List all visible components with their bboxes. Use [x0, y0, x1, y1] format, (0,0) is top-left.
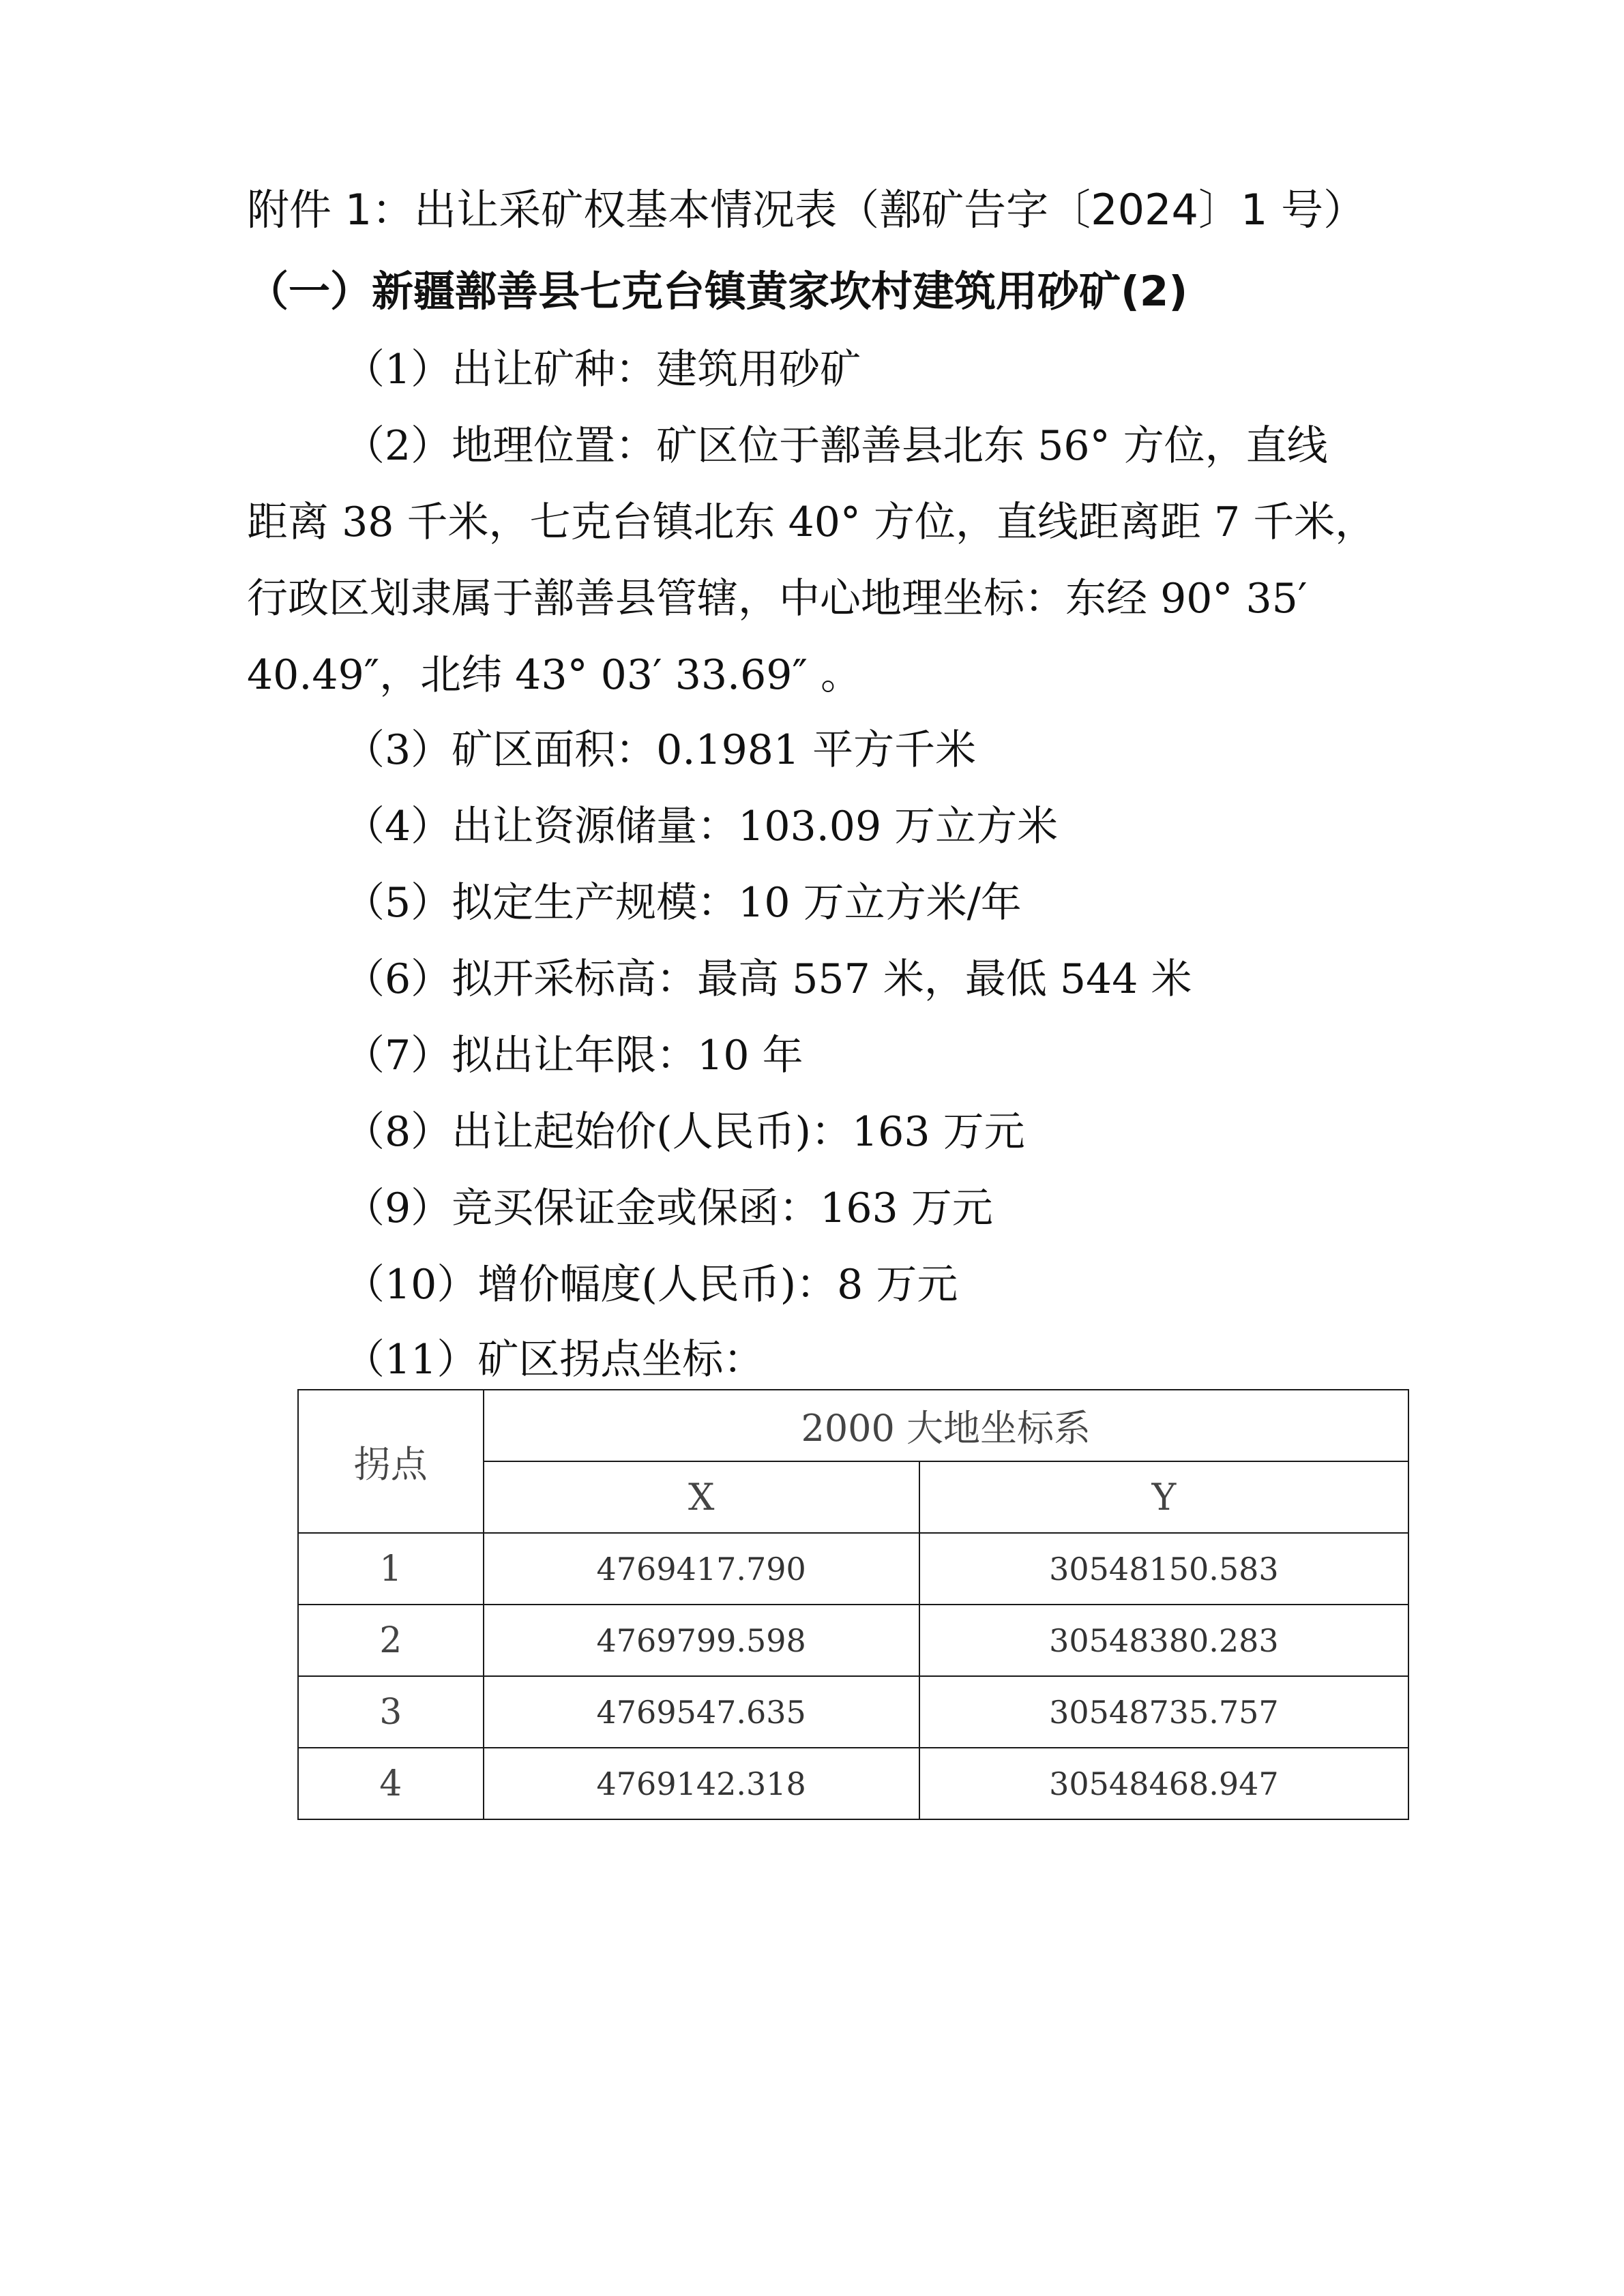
- table-row: [298, 1533, 1408, 1605]
- point-y: 30548150.583: [919, 1533, 1408, 1605]
- item-location-line-4: 40.49″，北纬 43° 03′ 33.69″ 。: [247, 651, 861, 699]
- table-header-row: [298, 1390, 1408, 1461]
- point-x: 4769799.598: [484, 1605, 919, 1676]
- item-location-line-1: （2）地理位置：矿区位于鄯善县北东 56° 方位，直线: [344, 422, 1328, 470]
- item-area: （3）矿区面积：0.1981 平方千米: [344, 726, 977, 774]
- corner-coordinates-table: [297, 1389, 1409, 1820]
- section-title: （一）新疆鄯善县七克台镇黄家坎村建筑用砂矿(2): [247, 267, 1188, 316]
- table-row: [298, 1605, 1408, 1676]
- item-location-line-3: 行政区划隶属于鄯善县管辖，中心地理坐标：东经 90° 35′: [247, 575, 1308, 623]
- header-coordinate-system: 2000 大地坐标系: [484, 1390, 1408, 1461]
- item-increment: （10）增价幅度(人民币)：8 万元: [344, 1261, 958, 1309]
- item-deposit: （9）竞买保证金或保函：163 万元: [344, 1184, 993, 1232]
- item-term: （7）拟出让年限：10 年: [344, 1032, 803, 1079]
- item-corner-heading: （11）矿区拐点坐标：: [344, 1336, 765, 1384]
- point-id: 3: [298, 1676, 484, 1748]
- point-x: 4769417.790: [484, 1533, 919, 1605]
- point-x: 4769547.635: [484, 1676, 919, 1748]
- point-y: 30548380.283: [919, 1605, 1408, 1676]
- item-start-price: （8）出让起始价(人民币)：163 万元: [344, 1108, 1025, 1156]
- attachment-heading: 附件 1：出让采矿权基本情况表（鄯矿告字〔2024〕1 号）: [247, 185, 1366, 235]
- item-location-line-2: 距离 38 千米，七克台镇北东 40° 方位，直线距离距 7 千米，: [247, 498, 1376, 546]
- header-point: 拐点: [298, 1390, 484, 1533]
- point-id: 2: [298, 1605, 484, 1676]
- point-y: 30548468.947: [919, 1748, 1408, 1819]
- header-y: Y: [919, 1461, 1408, 1533]
- item-reserves: （4）出让资源储量：103.09 万立方米: [344, 803, 1059, 850]
- point-id: 4: [298, 1748, 484, 1819]
- point-y: 30548735.757: [919, 1676, 1408, 1748]
- point-id: 1: [298, 1533, 484, 1605]
- point-x: 4769142.318: [484, 1748, 919, 1819]
- item-mineral: （1）出让矿种：建筑用砂矿: [344, 346, 861, 393]
- header-x: X: [484, 1461, 919, 1533]
- item-elevation: （6）拟开采标高：最高 557 米，最低 544 米: [344, 955, 1192, 1003]
- table-row: [298, 1748, 1408, 1819]
- item-scale: （5）拟定生产规模：10 万立方米/年: [344, 879, 1022, 927]
- table-row: [298, 1676, 1408, 1748]
